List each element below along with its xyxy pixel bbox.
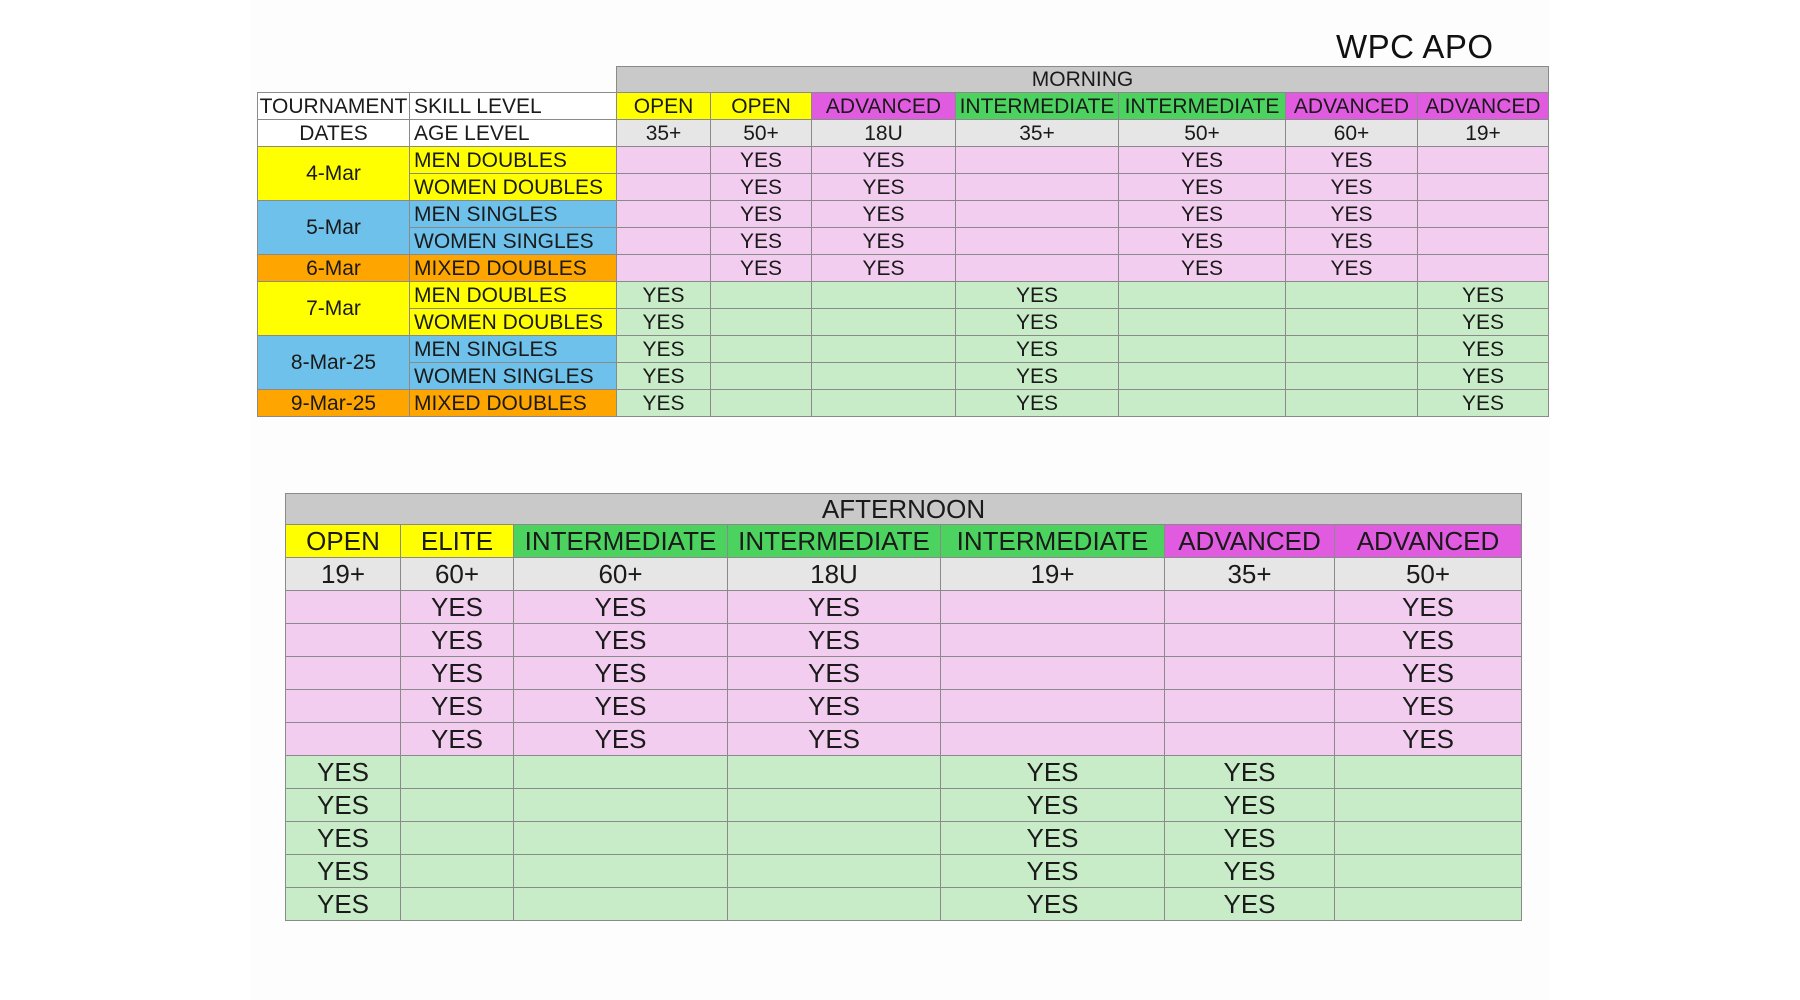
event-label: WOMEN SINGLES	[410, 228, 617, 255]
schedule-cell: YES	[1165, 888, 1335, 921]
schedule-cell	[1286, 363, 1418, 390]
skill-level-cell: ADVANCED	[1418, 93, 1549, 120]
schedule-cell	[514, 855, 728, 888]
schedule-cell: YES	[728, 624, 941, 657]
tournament-date: 9-Mar-25	[258, 390, 410, 417]
schedule-cell	[1119, 282, 1286, 309]
schedule-cell: YES	[1165, 756, 1335, 789]
schedule-cell: YES	[1286, 174, 1418, 201]
schedule-cell: YES	[514, 657, 728, 690]
schedule-cell	[941, 690, 1165, 723]
age-level-cell: 35+	[1165, 558, 1335, 591]
schedule-cell: YES	[1418, 363, 1549, 390]
schedule-cell	[711, 363, 812, 390]
schedule-cell	[1418, 147, 1549, 174]
schedule-cell: YES	[941, 822, 1165, 855]
schedule-cell	[1418, 201, 1549, 228]
schedule-cell: YES	[1286, 255, 1418, 282]
morning-schedule-table	[257, 66, 1549, 417]
schedule-cell: YES	[514, 723, 728, 756]
schedule-cell	[401, 789, 514, 822]
age-level-cell: 60+	[1286, 120, 1418, 147]
skill-level-cell: INTERMEDIATE	[514, 525, 728, 558]
schedule-cell: YES	[956, 282, 1119, 309]
dates-header: DATES	[258, 120, 410, 147]
schedule-cell	[812, 363, 956, 390]
age-level-cell: 50+	[1335, 558, 1522, 591]
schedule-cell: YES	[286, 855, 401, 888]
schedule-cell	[941, 723, 1165, 756]
schedule-cell: YES	[941, 855, 1165, 888]
tournament-date: 4-Mar	[258, 147, 410, 201]
age-level-cell: 19+	[286, 558, 401, 591]
schedule-cell	[1335, 789, 1522, 822]
schedule-cell: YES	[711, 174, 812, 201]
schedule-cell: YES	[728, 657, 941, 690]
skill-level-cell: INTERMEDIATE	[1119, 93, 1286, 120]
age-level-header: AGE LEVEL	[410, 120, 617, 147]
skill-level-cell: OPEN	[617, 93, 711, 120]
document-title: WPC APO	[1336, 28, 1494, 65]
age-level-cell: 19+	[941, 558, 1165, 591]
schedule-cell	[1335, 888, 1522, 921]
schedule-cell	[401, 822, 514, 855]
age-level-cell: 60+	[401, 558, 514, 591]
schedule-cell: YES	[812, 201, 956, 228]
schedule-cell	[711, 390, 812, 417]
schedule-cell: YES	[728, 690, 941, 723]
schedule-cell	[617, 255, 711, 282]
schedule-cell	[1286, 282, 1418, 309]
skill-level-cell: OPEN	[286, 525, 401, 558]
schedule-cell: YES	[812, 255, 956, 282]
tournament-date: 8-Mar-25	[258, 336, 410, 390]
schedule-cell	[1335, 822, 1522, 855]
tournament-header: TOURNAMENT	[258, 93, 410, 120]
schedule-cell	[286, 591, 401, 624]
schedule-cell	[1286, 309, 1418, 336]
schedule-cell	[1335, 756, 1522, 789]
schedule-cell	[728, 855, 941, 888]
schedule-cell: YES	[401, 624, 514, 657]
schedule-cell: YES	[1119, 255, 1286, 282]
schedule-cell: YES	[1335, 591, 1522, 624]
schedule-cell: YES	[941, 888, 1165, 921]
schedule-cell: YES	[514, 690, 728, 723]
age-level-cell: 50+	[711, 120, 812, 147]
schedule-cell	[617, 174, 711, 201]
schedule-cell: YES	[617, 282, 711, 309]
schedule-cell: YES	[711, 228, 812, 255]
schedule-cell	[812, 282, 956, 309]
schedule-cell: YES	[1119, 174, 1286, 201]
schedule-cell	[617, 201, 711, 228]
schedule-cell	[514, 756, 728, 789]
schedule-cell	[728, 789, 941, 822]
schedule-cell	[1418, 228, 1549, 255]
schedule-cell	[1418, 255, 1549, 282]
schedule-cell	[1119, 363, 1286, 390]
skill-level-cell: ADVANCED	[1286, 93, 1418, 120]
event-label: MEN SINGLES	[410, 201, 617, 228]
schedule-cell	[514, 822, 728, 855]
event-label: MIXED DOUBLES	[410, 255, 617, 282]
schedule-cell	[401, 888, 514, 921]
schedule-cell	[617, 147, 711, 174]
schedule-cell	[1165, 657, 1335, 690]
tournament-date: 7-Mar	[258, 282, 410, 336]
schedule-cell	[1165, 690, 1335, 723]
skill-level-cell: INTERMEDIATE	[941, 525, 1165, 558]
schedule-cell: YES	[286, 822, 401, 855]
age-level-cell: 35+	[617, 120, 711, 147]
event-label: WOMEN DOUBLES	[410, 309, 617, 336]
event-label: MEN SINGLES	[410, 336, 617, 363]
schedule-cell	[711, 282, 812, 309]
schedule-cell	[941, 624, 1165, 657]
event-label: WOMEN SINGLES	[410, 363, 617, 390]
age-level-cell: 60+	[514, 558, 728, 591]
skill-level-cell: INTERMEDIATE	[956, 93, 1119, 120]
schedule-cell: YES	[1286, 228, 1418, 255]
schedule-cell: YES	[514, 591, 728, 624]
tournament-date: 6-Mar	[258, 255, 410, 282]
schedule-cell: YES	[1418, 336, 1549, 363]
schedule-cell: YES	[401, 723, 514, 756]
skill-level-cell: ADVANCED	[812, 93, 956, 120]
schedule-cell	[1119, 390, 1286, 417]
skill-level-header: SKILL LEVEL	[410, 93, 617, 120]
schedule-cell: YES	[1335, 657, 1522, 690]
skill-level-cell: OPEN	[711, 93, 812, 120]
schedule-cell: YES	[617, 309, 711, 336]
schedule-cell	[286, 624, 401, 657]
schedule-cell	[286, 657, 401, 690]
event-label: MEN DOUBLES	[410, 147, 617, 174]
schedule-cell	[514, 789, 728, 822]
schedule-cell: YES	[401, 657, 514, 690]
schedule-cell: YES	[1335, 723, 1522, 756]
skill-level-cell: ADVANCED	[1335, 525, 1522, 558]
schedule-cell: YES	[1119, 147, 1286, 174]
schedule-cell	[286, 723, 401, 756]
event-label: MIXED DOUBLES	[410, 390, 617, 417]
schedule-cell: YES	[1119, 201, 1286, 228]
schedule-cell: YES	[956, 309, 1119, 336]
schedule-cell: YES	[1286, 147, 1418, 174]
schedule-cell: YES	[1165, 789, 1335, 822]
schedule-cell	[956, 255, 1119, 282]
schedule-cell: YES	[1418, 282, 1549, 309]
schedule-cell	[941, 657, 1165, 690]
schedule-cell: YES	[1335, 690, 1522, 723]
schedule-cell	[812, 336, 956, 363]
schedule-cell	[401, 756, 514, 789]
schedule-cell	[812, 309, 956, 336]
schedule-cell	[286, 690, 401, 723]
schedule-cell: YES	[1119, 228, 1286, 255]
schedule-cell	[728, 822, 941, 855]
event-label: WOMEN DOUBLES	[410, 174, 617, 201]
schedule-cell	[711, 309, 812, 336]
schedule-cell: YES	[711, 147, 812, 174]
schedule-cell	[1165, 624, 1335, 657]
schedule-cell	[711, 336, 812, 363]
schedule-cell: YES	[711, 201, 812, 228]
schedule-cell	[1165, 591, 1335, 624]
schedule-cell	[514, 888, 728, 921]
schedule-cell: YES	[1335, 624, 1522, 657]
age-level-cell: 18U	[812, 120, 956, 147]
schedule-cell: YES	[401, 690, 514, 723]
schedule-cell: YES	[956, 390, 1119, 417]
schedule-cell: YES	[617, 363, 711, 390]
schedule-cell: YES	[1165, 822, 1335, 855]
schedule-cell: YES	[617, 336, 711, 363]
blank-cell	[410, 67, 617, 93]
schedule-cell: YES	[514, 624, 728, 657]
schedule-cell	[1119, 309, 1286, 336]
schedule-cell: YES	[1286, 201, 1418, 228]
morning-banner: MORNING	[617, 67, 1549, 93]
schedule-cell	[1335, 855, 1522, 888]
skill-level-cell: ELITE	[401, 525, 514, 558]
schedule-cell: YES	[728, 723, 941, 756]
schedule-cell	[812, 390, 956, 417]
schedule-cell	[956, 201, 1119, 228]
schedule-cell	[1286, 390, 1418, 417]
afternoon-banner: AFTERNOON	[286, 494, 1522, 525]
age-level-cell: 19+	[1418, 120, 1549, 147]
schedule-cell: YES	[286, 756, 401, 789]
schedule-cell: YES	[711, 255, 812, 282]
tournament-date: 5-Mar	[258, 201, 410, 255]
schedule-cell: YES	[812, 228, 956, 255]
schedule-cell	[728, 888, 941, 921]
schedule-cell: YES	[286, 888, 401, 921]
event-label: MEN DOUBLES	[410, 282, 617, 309]
age-level-cell: 18U	[728, 558, 941, 591]
schedule-cell: YES	[941, 789, 1165, 822]
schedule-cell: YES	[941, 756, 1165, 789]
schedule-cell: YES	[728, 591, 941, 624]
schedule-cell: YES	[812, 147, 956, 174]
skill-level-cell: INTERMEDIATE	[728, 525, 941, 558]
schedule-cell	[401, 855, 514, 888]
schedule-cell: YES	[956, 363, 1119, 390]
schedule-cell	[1119, 336, 1286, 363]
schedule-cell	[728, 756, 941, 789]
schedule-cell: YES	[286, 789, 401, 822]
age-level-cell: 50+	[1119, 120, 1286, 147]
schedule-cell: YES	[812, 174, 956, 201]
schedule-cell	[956, 174, 1119, 201]
schedule-cell	[1165, 723, 1335, 756]
schedule-cell	[1286, 336, 1418, 363]
blank-cell	[258, 67, 410, 93]
schedule-cell	[1418, 174, 1549, 201]
afternoon-schedule-table	[285, 493, 1522, 921]
skill-level-cell: ADVANCED	[1165, 525, 1335, 558]
schedule-cell	[956, 147, 1119, 174]
schedule-cell	[956, 228, 1119, 255]
schedule-cell: YES	[1165, 855, 1335, 888]
schedule-cell: YES	[1418, 390, 1549, 417]
schedule-cell: YES	[1418, 309, 1549, 336]
schedule-cell: YES	[617, 390, 711, 417]
schedule-cell: YES	[401, 591, 514, 624]
schedule-cell: YES	[956, 336, 1119, 363]
schedule-cell	[941, 591, 1165, 624]
age-level-cell: 35+	[956, 120, 1119, 147]
schedule-cell	[617, 228, 711, 255]
